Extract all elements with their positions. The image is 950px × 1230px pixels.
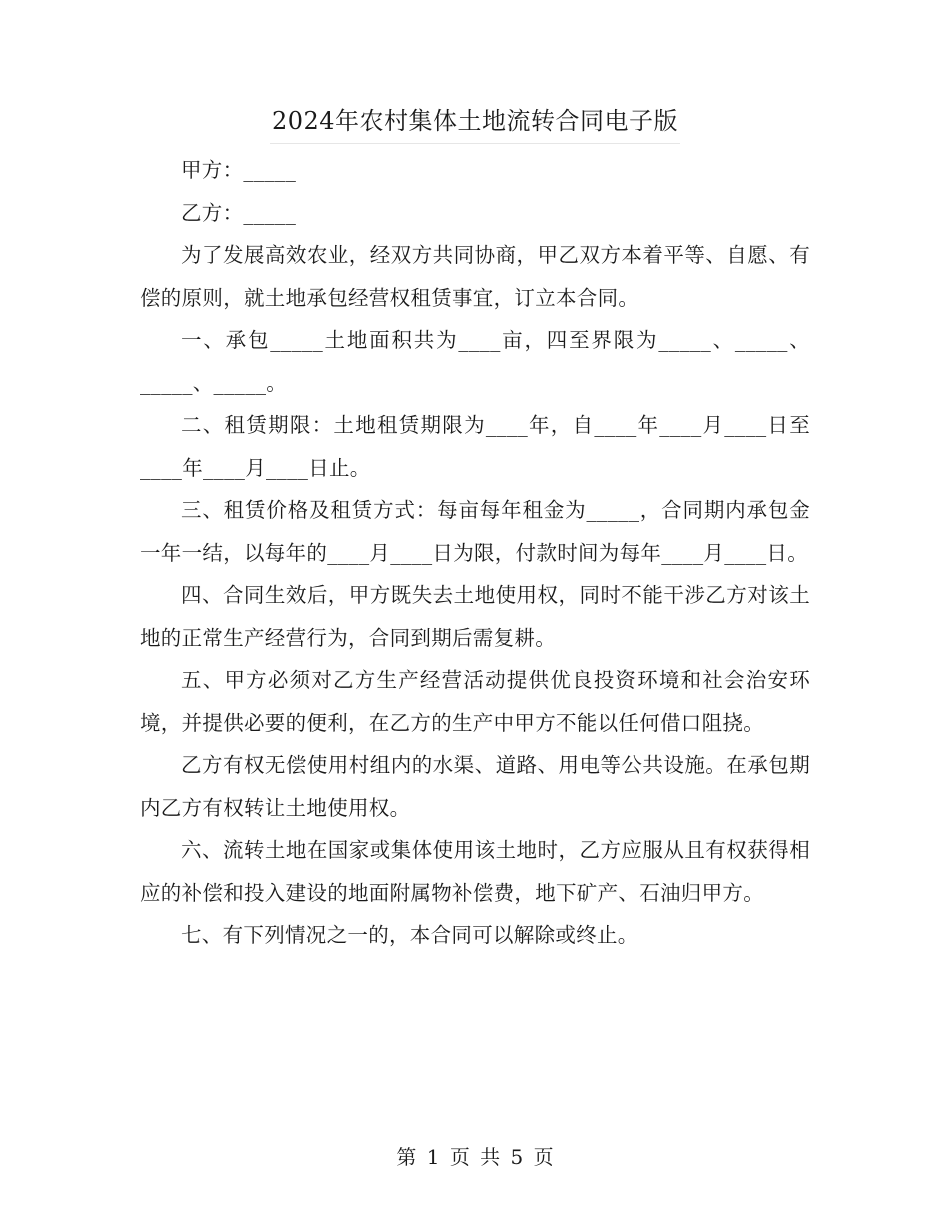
clause-1-paragraph: 一、承包_____土地面积共为____亩，四至界限为_____、_____、_____、_____。 — [140, 328, 810, 395]
party-a-line: 甲方：_____ — [181, 158, 297, 182]
clause-5-supplement-paragraph: 乙方有权无偿使用村组内的水渠、道路、用电等公共设施。在承包期内乙方有权转让土地使用权。 — [140, 753, 810, 820]
page-number-footer: 第 1 页 共 5 页 — [396, 1145, 554, 1169]
party-b-line: 乙方：_____ — [181, 200, 297, 225]
clause-6-paragraph: 六、流转土地在国家或集体使用该土地时，乙方应服从且有权获得相应的补偿和投入建设的地面附属物补偿费，地下矿产、石油归甲方。 — [140, 838, 810, 905]
title-underline — [270, 143, 680, 144]
clause-3-paragraph: 三、租赁价格及租赁方式：每亩每年租金为_____，合同期内承包金一年一结，以每年的____月____日为限，付款时间为每年____月____日。 — [140, 498, 810, 565]
clause-4-paragraph: 四、合同生效后，甲方既失去土地使用权，同时不能干涉乙方对该土地的正常生产经营行为，合同到期后需复耕。 — [140, 583, 810, 650]
document-title: 2024年农村集体土地流转合同电子版 — [271, 107, 679, 135]
clause-5-paragraph: 五、甲方必须对乙方生产经营活动提供优良投资环境和社会治安环境，并提供必要的便利，在乙方的生产中甲方不能以任何借口阻挠。 — [140, 668, 810, 735]
clause-2-paragraph: 二、租赁期限：土地租赁期限为____年，自____年____月____日至____年____月____日止。 — [140, 413, 810, 480]
preamble-paragraph: 为了发展高效农业，经双方共同协商，甲乙双方本着平等、自愿、有偿的原则，就土地承包经营权租赁事宜，订立本合同。 — [140, 243, 810, 310]
contract-body — [140, 149, 810, 957]
clause-7-paragraph: 七、有下列情况之一的，本合同可以解除或终止。 — [181, 923, 639, 947]
